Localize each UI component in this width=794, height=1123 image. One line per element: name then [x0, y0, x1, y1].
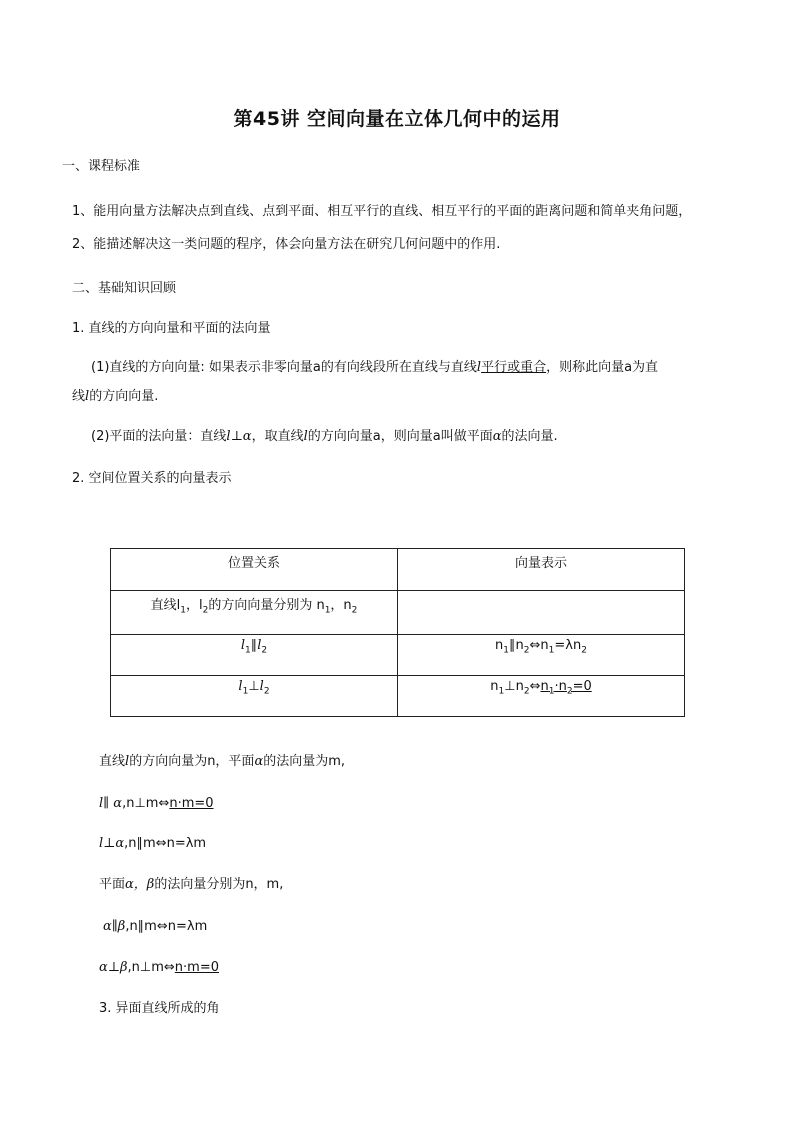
line-perp-plane: l⊥α,n∥m⇔n=λm — [99, 836, 207, 851]
table-header-relation: 位置关系 — [111, 549, 398, 591]
relation-table — [110, 548, 685, 717]
subsection-heading-1: 1. 直线的方向向量和平面的法向量 — [72, 321, 271, 336]
section-heading-basics: 二、基础知识回顾 — [72, 281, 177, 296]
table-row — [111, 676, 685, 717]
table-cell: 直线$l_1$，$l_2$的方向向量分别为 $n_1$，$n_2$ — [111, 591, 398, 635]
table-cell — [398, 591, 685, 635]
section-heading-standards: 一、课程标准 — [62, 159, 141, 174]
table-cell: $l_1\perp l_2$ — [111, 676, 398, 717]
table-cell: $l_1\parallel l_2$ — [111, 635, 398, 676]
line-planes-perp: α⊥β,n⊥m⇔n·m=0 — [99, 960, 219, 975]
paragraph-normal-vector: (2)平面的法向量：直线l⊥α，取直线l的方向向量a，则向量a叫做平面α的法向量. — [91, 429, 558, 444]
table-cell: $n_1\perp n_2\Leftrightarrow n_1\cdot n_2=0$ — [398, 676, 685, 717]
line-two-planes: 平面α，β的法向量分别为n，m, — [99, 877, 284, 892]
standard-item-1: 1、能用向量方法解决点到直线、点到平面、相互平行的直线、相互平行的平面的距离问题和简单夹角问题， — [72, 204, 692, 219]
paragraph-direction-vector-cont: 线l的方向向量. — [72, 389, 159, 404]
paragraph-direction-vector: (1)直线的方向向量: 如果表示非零向量a的有向线段所在直线与直线l平行或重合，则称此向量a为直 — [91, 360, 659, 375]
line-planes-parallel: α∥β,n∥m⇔n=λm — [103, 919, 208, 934]
line-parallel-plane: l∥ α,n⊥m⇔n·m=0 — [99, 796, 214, 811]
table-cell: $n_1\parallel n_2\Leftrightarrow n_1=\lambda n_2$ — [398, 635, 685, 676]
subsection-heading-2: 2. 空间位置关系的向量表示 — [72, 471, 232, 486]
standard-item-2: 2、能描述解决这一类问题的程序，体会向量方法在研究几何问题中的作用. — [72, 237, 501, 252]
table-row — [111, 635, 685, 676]
table-row — [111, 591, 685, 635]
table-header-vector: 向量表示 — [398, 549, 685, 591]
subsection-heading-3: 3. 异面直线所成的角 — [99, 1001, 220, 1016]
page-title: 第45讲 空间向量在立体几何中的运用 — [233, 108, 561, 130]
line-direction-normal: 直线l的方向向量为n，平面α的法向量为m, — [99, 754, 346, 769]
